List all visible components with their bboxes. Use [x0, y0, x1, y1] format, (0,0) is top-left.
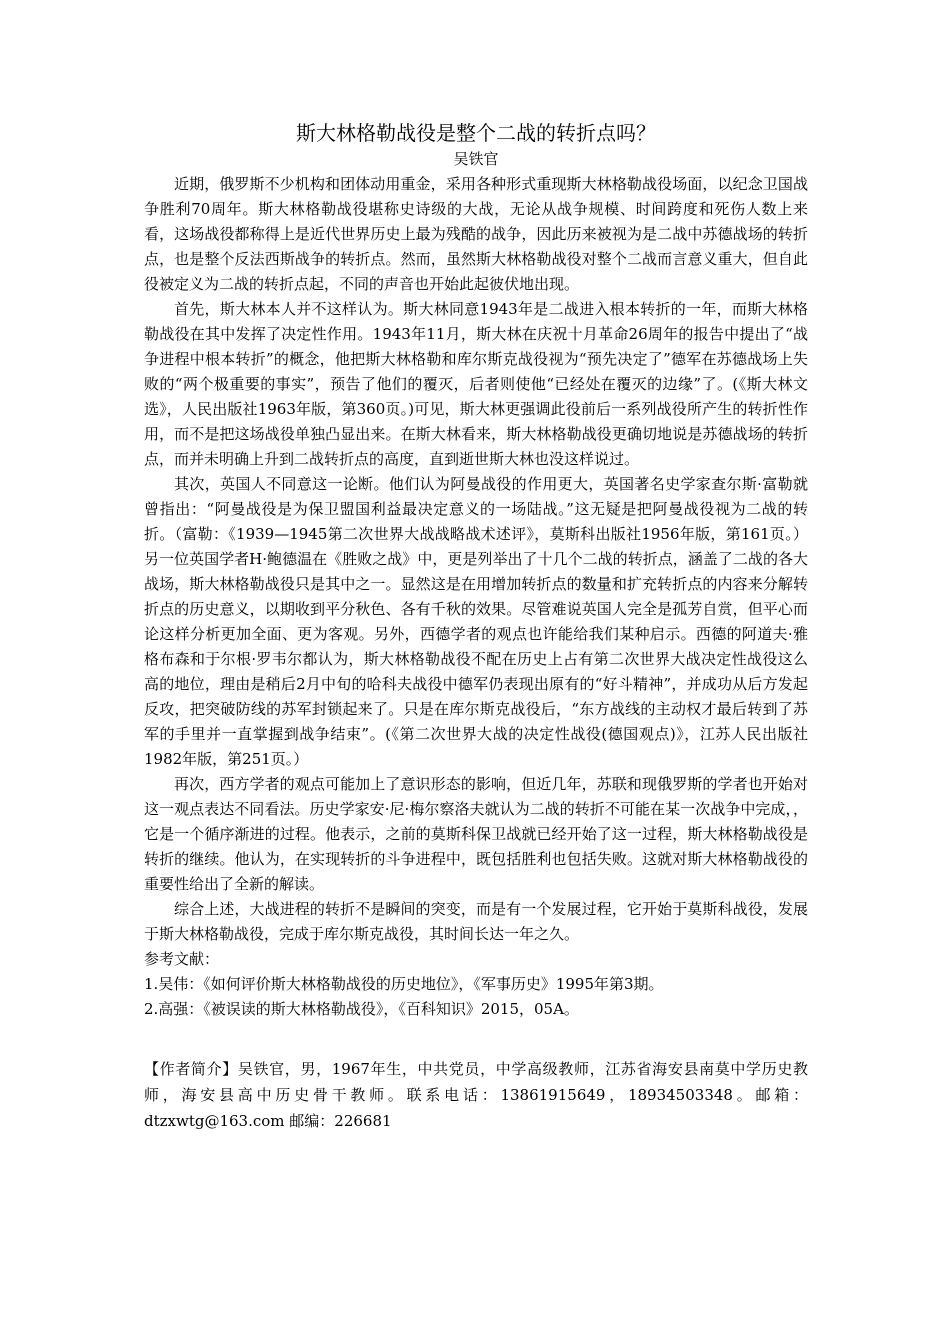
paragraph-conclusion: 综合上述，大战进程的转折不是瞬间的突变，而是有一个发展过程，它开始于莫斯科战役，发展于斯大林格勒战役，完成于库尔斯克战役，其时间长达一年之久。: [144, 900, 808, 943]
paragraph-stalin-view: 首先，斯大林本人并不这样认为。斯大林同意1943年是二战进入根本转折的一年，而斯大林格勒战役在其中发挥了决定性作用。1943年11月，斯大林在庆祝十月革命26周年的报告中提出了“战争进程中根本转折”的概念，他把斯大林格勒和库尔斯克战役视为“预先决定了”德军在苏德战场上失败的“两个极重要的事实”，预告了他们的覆灭，后者则使他“已经处在覆灭的边缘”了。(《斯大林文选》，人民出版社1963年版，第360页。)可见，斯大林更强调此役前后一系列战役所产生的转折性作用，而不是把这场战役单独凸显出来。在斯大林看来，斯大林格勒战役更确切地说是苏德战场的转折点，而并未明确上升到二战转折点的高度，直到逝世斯大林也没这样说过。: [144, 300, 808, 468]
paragraph-intro: 近期，俄罗斯不少机构和团体动用重金，采用各种形式重现斯大林格勒战役场面，以纪念卫国战争胜利70周年。斯大林格勒战役堪称史诗级的大战，无论从战争规模、时间跨度和死伤人数上来看，这场战役都称得上是近代世界历史上最为残酷的战争，因此历来被视为是二战中苏德战场的转折点，也是整个反法西斯战争的转折点。然而，虽然斯大林格勒战役对整个二战而言意义重大，但自此役被定义为二战的转折点起，不同的声音也开始此起彼伏地出现。: [144, 175, 808, 293]
paragraph-soviet-scholars: 再次，西方学者的观点可能加上了意识形态的影响，但近几年，苏联和现俄罗斯的学者也开始对这一观点表达不同看法。历史学家安·尼·梅尔察洛夫就认为二战的转折不可能在某一次战争中完成，，它是一个循序渐进的过程。他表示，之前的莫斯科保卫战就已经开始了这一过程，斯大林格勒战役是转折的继续。他认为，在实现转折的斗争进程中，既包括胜利也包括失败。这就对斯大林格勒战役的重要性给出了全新的解读。: [144, 775, 808, 893]
reference-item: 1.吴伟：《如何评价斯大林格勒战役的历史地位》，《军事历史》1995年第3期。: [144, 975, 664, 993]
reference-item: 2.高强：《被误读的斯大林格勒战役》，《百科知识》2015，05A。: [144, 1000, 579, 1018]
references-heading: 参考文献：: [144, 950, 220, 968]
author-bio: [144, 1056, 808, 1134]
paragraph-british-view: 其次，英国人不同意这一论断。他们认为阿曼战役的作用更大，英国著名史学家查尔斯·富勒就曾指出：“阿曼战役是为保卫盟国利益最决定意义的一场陆战。”这无疑是把阿曼战役视为二战的转折。（富勒：《1939—1945第二次世界大战战略战术述评》，莫斯科出版社1956年版，第161页。）另一位英国学者H·鲍德温在《胜败之战》中，更是列举出了十几个二战的转折点，涵盖了二战的各大战场，斯大林格勒战役只是其中之一。显然这是在用增加转折点的数量和扩充转折点的内容来分解转折点的历史意义，以期收到平分秋色、各有千秋的效果。尽管难说英国人完全是孤芳自赏，但平心而论这样分析更加全面、更为客观。另外，西德学者的观点也许能给我们某种启示。西德的阿道夫·雅格布森和于尔根·罗韦尔都认为，斯大林格勒战役不配在历史上占有第二次世界大战决定性战役这么高的地位，理由是稍后2月中旬的哈科夫战役中德军仍表现出原有的“好斗精神”，并成功从后方发起反攻，把突破防线的苏军封锁起来了。只是在库尔斯克战役后，“东方战线的主动权才最后转到了苏军的手里并一直掌握到战争结束”。(《第二次世界大战的决定性战役(德国观点)》，江苏人民出版社1982年版，第251页。）: [144, 475, 808, 768]
document-page: [144, 118, 808, 1134]
author-bio-text: 吴铁官，男，1967年生，中共党员，中学高级教师，江苏省海安县南莫中学历史教师，海安县高中历史骨干教师。联系电话：13861915649，18934503348。邮箱：dtzxwtg@163.com 邮编：226681: [144, 1060, 808, 1130]
author-bio-label: 【作者简介】: [144, 1060, 238, 1078]
article-author: 吴铁官: [453, 150, 499, 168]
article-title: 斯大林格勒战役是整个二战的转折点吗？: [296, 121, 656, 145]
